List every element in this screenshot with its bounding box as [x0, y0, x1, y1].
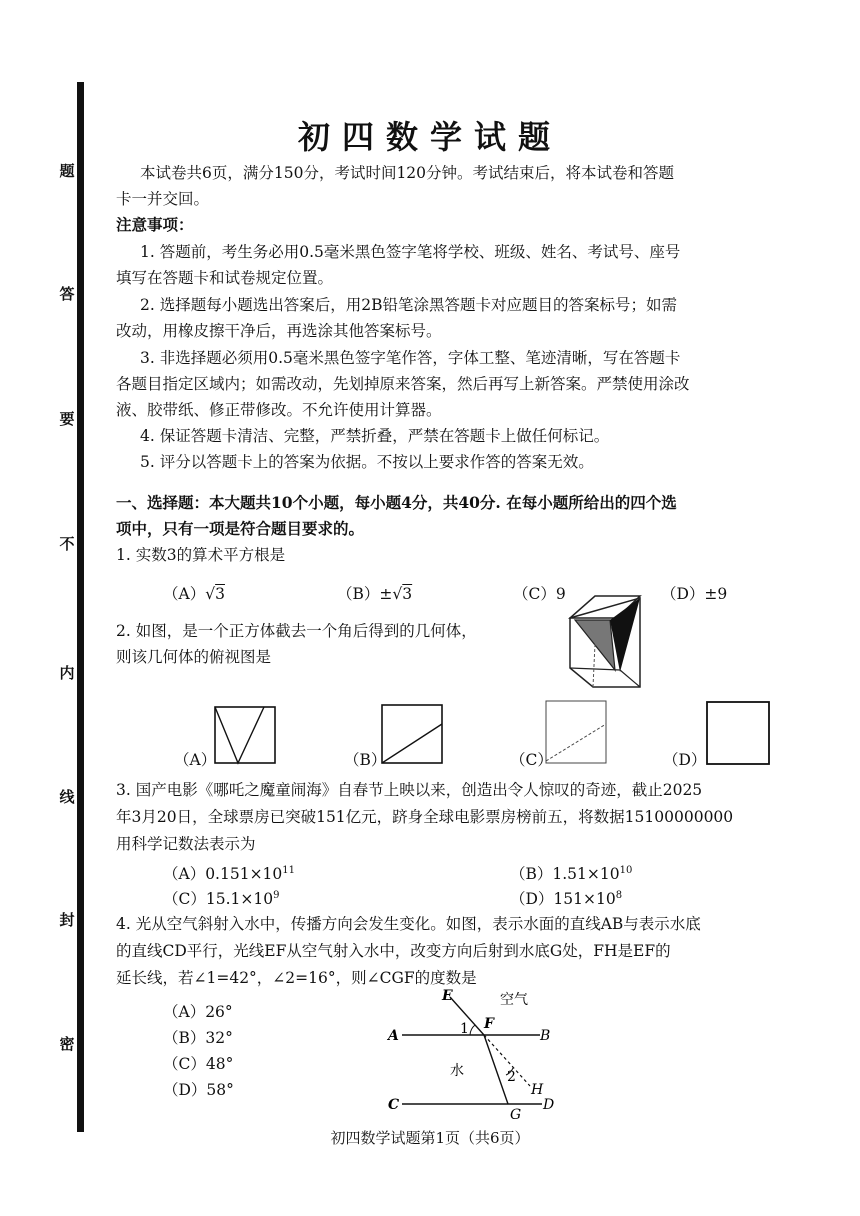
q4-option-d: （D）58° [163, 1081, 234, 1099]
q2-option-a-figure [214, 706, 276, 764]
q2-option-b: （B） [344, 751, 387, 769]
seal-char: 答 [59, 285, 75, 303]
q1-option-a: （A）√3 [163, 585, 225, 603]
question-stem: 用科学记数法表示为 [116, 835, 256, 853]
page-title: 初四数学试题 [297, 118, 562, 156]
question-stem: 延长线，若∠1=42°，∠2=16°，则∠CGF的度数是 [116, 969, 477, 987]
cube-figure [565, 592, 645, 688]
question-stem: 2. 如图，是一个正方体截去一个角后得到的几何体， [116, 622, 477, 640]
seal-char: 要 [59, 410, 75, 428]
q3-option-a: $(A)0.151\times 10^{11}$ [163, 864, 296, 883]
notice-item: 填写在答题卡和试卷规定位置。 [116, 269, 334, 287]
page-footer: 初四数学试题第1页（共6页） [330, 1129, 530, 1147]
label-C: C [388, 1097, 400, 1113]
q1-option-b: （B）±√3 [337, 585, 413, 603]
seal-char: 不 [59, 535, 75, 553]
notice-heading: 注意事项： [116, 215, 194, 234]
binding-line [77, 82, 84, 1132]
q4-option-b: （B）32° [163, 1029, 233, 1047]
refraction-figure [380, 988, 560, 1123]
label-B: B [540, 1028, 551, 1044]
notice-item: 液、胶带纸、修正带修改。不允许使用计算器。 [116, 401, 442, 419]
q2-option-b-figure [381, 704, 443, 764]
seal-char: 内 [59, 664, 75, 682]
notice-item: 5. 评分以答题卡上的答案为依据。不按以上要求作答的答案无效。 [140, 453, 594, 471]
seal-char: 线 [59, 788, 75, 806]
notice-item: 3. 非选择题必须用0.5毫米黑色签字笔作答，字体工整、笔迹清晰，写在答题卡 [140, 349, 681, 367]
q1-option-c: （C）9 [513, 585, 566, 603]
q2-option-a: （A） [174, 751, 217, 769]
notice-item: 1. 答题前，考生务必用0.5毫米黑色签字笔将学校、班级、姓名、考试号、座号 [140, 243, 681, 261]
q2-option-d: （D） [663, 751, 707, 769]
q2-option-d-figure [706, 701, 770, 765]
notice-item: 改动，用橡皮擦干净后，再选涂其他答案标号。 [116, 322, 442, 340]
sqrt-sign: √ [205, 585, 216, 603]
sqrt-sign: √ [392, 585, 403, 603]
seal-char: 题 [59, 162, 75, 180]
label-D: D [543, 1097, 555, 1113]
label-G: G [510, 1107, 522, 1123]
label-F: F [484, 1016, 494, 1032]
section-heading: 一、选择题：本大题共10个小题，每小题4分，共40分. 在每小题所给出的四个选 [116, 493, 677, 512]
q2-option-c: （C） [510, 751, 553, 769]
notice-item: 各题目指定区域内；如需改动，先划掉原来答案，然后再写上新答案。严禁使用涂改 [116, 375, 690, 393]
seal-char: 密 [59, 1035, 75, 1053]
q3-option-d: $(D)151\times 10^8$ [510, 889, 623, 908]
question-stem: 则该几何体的俯视图是 [116, 648, 272, 666]
label-H: H [531, 1082, 544, 1098]
question-stem: 4. 光从空气斜射入水中，传播方向会发生变化。如图，表示水面的直线AB与表示水底 [116, 915, 701, 933]
intro-line: 卡一并交回。 [116, 190, 210, 208]
question-stem: 3. 国产电影《哪吒之魔童闹海》自春节上映以来，创造出令人惊叹的奇迹，截止2025 [116, 781, 703, 799]
notice-item: 2. 选择题每小题选出答案后，用2B铅笔涂黑答题卡对应题目的答案标号；如需 [140, 296, 677, 314]
intro-line: 本试卷共6页，满分150分，考试时间120分钟。考试结束后，将本试卷和答题 [140, 164, 675, 182]
q4-option-c: （C）48° [163, 1055, 234, 1073]
q3-option-c: $(C)15.1\times 10^9$ [163, 889, 280, 908]
label-A: A [388, 1028, 399, 1044]
question-stem: 年3月20日，全球票房已突破151亿元，跻身全球电影票房榜前五，将数据15100000000 [116, 808, 734, 826]
q4-option-a: （A）26° [163, 1003, 233, 1021]
q1-option-d: （D）±9 [661, 585, 728, 603]
label-water: 水 [450, 1063, 464, 1079]
question-stem: 的直线CD平行，光线EF从空气射入水中，改变方向后射到水底G处，FH是EF的 [116, 942, 671, 960]
label-angle-2: 2 [507, 1069, 516, 1085]
q3-option-b: $(B)1.51\times 10^{10}$ [510, 864, 633, 883]
label-air: 空气 [500, 992, 528, 1008]
label-angle-1: 1 [460, 1021, 469, 1037]
question-stem: 1. 实数3的算术平方根是 [116, 546, 286, 564]
label-E: E [442, 988, 453, 1004]
seal-char: 封 [59, 911, 75, 929]
section-heading: 项中，只有一项是符合题目要求的。 [116, 519, 365, 538]
q2-option-c-figure [545, 700, 607, 764]
notice-item: 4. 保证答题卡清洁、完整，严禁折叠，严禁在答题卡上做任何标记。 [140, 427, 610, 445]
